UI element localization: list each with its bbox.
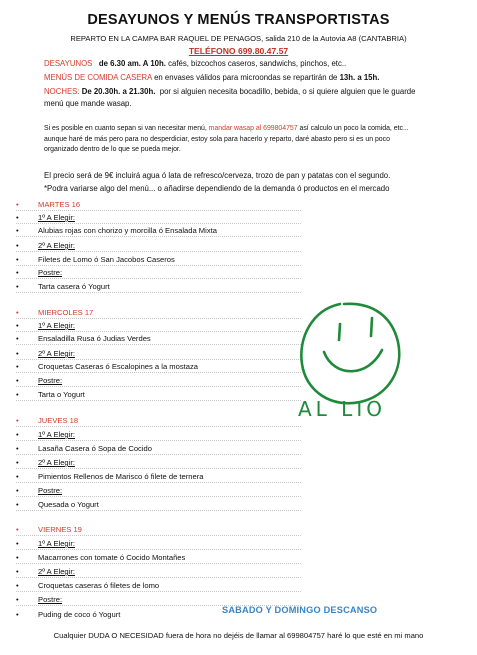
menus-hours: 13h. a 15h. xyxy=(339,73,380,82)
dessert-label: • Postre: xyxy=(16,268,63,277)
breakfast-text: cafés, bizcochos caseros, sandwichs, pinchos, etc.. xyxy=(168,59,347,68)
menus-text: en envases válidos para microondas se repartirán de xyxy=(154,73,338,82)
divider xyxy=(16,454,301,455)
notice-line2: aunque haré de más pero para no desperdiciar, estoy sola para hacerlo y reparto, daré abasto pero si es un poco xyxy=(44,135,390,143)
day-heading: • JUEVES 18 xyxy=(16,416,79,425)
divider xyxy=(16,549,301,550)
divider xyxy=(16,318,301,319)
phone-number: TELÉFONO 699.80.47.57 xyxy=(188,46,289,56)
divider xyxy=(16,210,301,211)
address-line: REPARTO EN LA CAMPA BAR RAQUEL DE PENAGOS, salida 210 de la Autovia A8 (CANTABRIA) xyxy=(70,34,407,43)
price-note: *Podra variarse algo del menú... o añadirse dependiendo de la demanda ó productos en el mercado xyxy=(44,184,390,193)
second-course-label: • 2º A Elegir: xyxy=(16,349,75,358)
dessert: • Quesada o Yogurt xyxy=(16,500,99,509)
menus-label: MENÚS DE COMIDA CASERA xyxy=(44,73,152,82)
divider xyxy=(16,400,301,401)
divider xyxy=(16,440,301,441)
smiley-outline xyxy=(301,304,399,403)
divider xyxy=(16,372,301,373)
footer-note: Cualquier DUDA O NECESIDAD fuera de hora no dejéis de llamar al 699804757 haré lo que esté en mi mano xyxy=(53,631,424,640)
first-course: • Alubias rojas con chorizo y morcilla ó Ensalada Mixta xyxy=(16,226,217,235)
notice-highlight: mandar wasap al 699804757 xyxy=(208,125,298,132)
second-course-label: • 2º A Elegir: xyxy=(16,458,75,467)
nights-hours: De 20.30h. a 21.30h. xyxy=(81,87,156,96)
price-line: El precio será de 9€ incluirá agua ó lata de refresco/cerveza, trozo de pan y patatas con el segundo. xyxy=(44,171,391,180)
second-course: • Pimientos Rellenos de Marisco ó filete de ternera xyxy=(16,472,204,481)
breakfast-line xyxy=(44,59,346,68)
divider xyxy=(16,236,301,237)
second-course-label: • 2º A Elegir: xyxy=(16,241,75,250)
nights-line xyxy=(44,87,415,96)
divider xyxy=(16,223,301,224)
divider xyxy=(16,591,301,592)
divider xyxy=(16,359,301,360)
first-course-label: • 1º A Elegir: xyxy=(16,213,75,222)
first-course: • Ensaladilla Rusa ó Judias Verdes xyxy=(16,334,151,343)
second-course: • Filetes de Lomo ó San Jacobos Caseros xyxy=(16,255,175,264)
dessert: • Puding de coco ó Yogurt xyxy=(16,610,121,619)
divider xyxy=(16,251,301,252)
breakfast-label: DESAYUNOS xyxy=(44,59,93,68)
day-heading: • MIERCOLES 17 xyxy=(16,308,94,317)
smiley-mouth xyxy=(324,350,382,371)
divider xyxy=(16,278,301,279)
divider xyxy=(16,496,301,497)
weekend-notice: SABADO Y DOMINGO DESCANSO xyxy=(222,605,378,615)
notice-paragraph xyxy=(44,124,454,156)
smiley-eye-left xyxy=(339,324,340,340)
divider xyxy=(16,563,301,564)
divider xyxy=(16,265,301,266)
notice-part1: Si es posible en cuanto sepan si van necesitar menú, xyxy=(44,125,207,132)
dessert: • Tarta casera ó Yogurt xyxy=(16,282,110,291)
day-heading: • MARTES 16 xyxy=(16,200,81,209)
first-course-label: • 1º A Elegir: xyxy=(16,539,75,548)
smiley-eye-right xyxy=(371,318,372,336)
divider xyxy=(16,331,301,332)
dessert-label: • Postre: xyxy=(16,486,63,495)
nights-label: NOCHES: xyxy=(44,87,80,96)
nights-line-2: menú que mande wasap. xyxy=(44,99,132,108)
second-course-label: • 2º A Elegir: xyxy=(16,567,75,576)
dessert-label: • Postre: xyxy=(16,376,63,385)
dessert: • Tarta o Yogurt xyxy=(16,390,85,399)
divider xyxy=(16,577,301,578)
page-title: DESAYUNOS Y MENÚS TRANSPORTISTAS xyxy=(87,12,390,28)
nights-text: por si alguien necesita bocadillo, bebida, o si quiere alguien que le guarde xyxy=(159,87,416,96)
breakfast-hours: de 6.30 am. A 10h. xyxy=(98,59,166,68)
first-course-label: • 1º A Elegir: xyxy=(16,430,75,439)
notice-line3: organizado dentro de lo que se pueda mejor. xyxy=(44,146,181,153)
divider xyxy=(16,535,301,536)
smiley-doodle xyxy=(284,296,414,426)
divider xyxy=(16,482,301,483)
dessert-label: • Postre: xyxy=(16,595,63,604)
notice-part2: así calculo un poco la comida, etc... xyxy=(299,125,409,132)
first-course: • Macarrones con tomate ó Cocido Montañes xyxy=(16,553,186,562)
first-course-label: • 1º A Elegir: xyxy=(16,321,75,330)
second-course: • Croquetas Caseras ó Escalopines a la mostaza xyxy=(16,362,198,371)
divider xyxy=(16,468,301,469)
divider xyxy=(16,386,301,387)
second-course: • Croquetas caseras ó filetes de lomo xyxy=(16,581,160,590)
divider xyxy=(16,344,301,345)
menus-line xyxy=(44,73,379,82)
divider xyxy=(16,510,301,511)
day-heading: • VIERNES 19 xyxy=(16,525,82,534)
doodle-text: AL LIO xyxy=(298,397,386,421)
divider xyxy=(16,292,301,293)
first-course: • Lasaña Casera ó Sopa de Cocido xyxy=(16,444,152,453)
divider xyxy=(16,426,301,427)
